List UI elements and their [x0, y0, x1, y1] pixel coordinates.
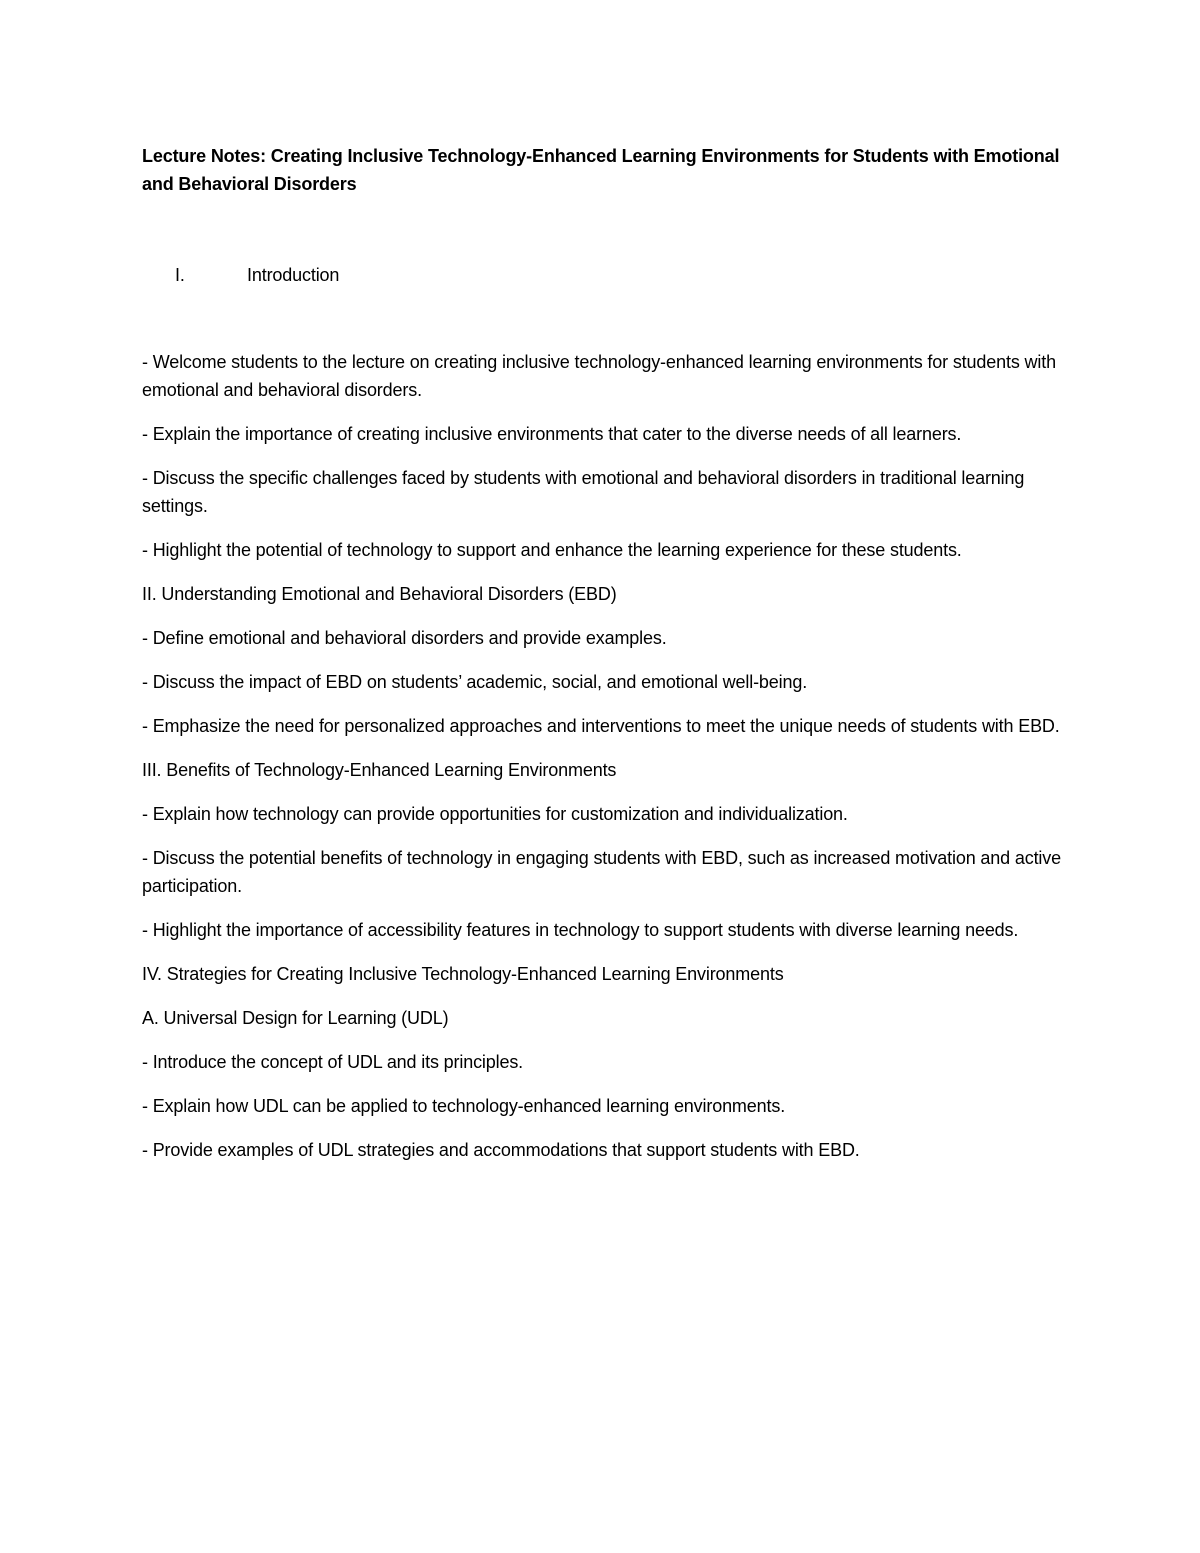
list-item: - Provide examples of UDL strategies and accommodations that support students with EBD.: [142, 1140, 860, 1160]
list-item: - Discuss the potential benefits of technology in engaging students with EBD, such as increased motivation and active participation.: [142, 848, 1061, 896]
subsection-heading-udl: A. Universal Design for Learning (UDL): [142, 1008, 449, 1028]
list-item: - Highlight the potential of technology to support and enhance the learning experience for these students.: [142, 540, 962, 560]
document-content: [142, 142, 1062, 1164]
list-item: - Explain how technology can provide opportunities for customization and individualization.: [142, 804, 848, 824]
section-heading-strategies: IV. Strategies for Creating Inclusive Technology-Enhanced Learning Environments: [142, 964, 784, 984]
list-item: - Define emotional and behavioral disorders and provide examples.: [142, 628, 667, 648]
section-numeral: I.: [175, 265, 185, 285]
list-item: - Highlight the importance of accessibility features in technology to support students with diverse learning needs.: [142, 920, 1019, 940]
list-item: - Discuss the specific challenges faced by students with emotional and behavioral disorders in traditional learning settings.: [142, 468, 1025, 516]
section-title: Introduction: [247, 265, 340, 285]
list-item: - Explain the importance of creating inclusive environments that cater to the diverse needs of all learners.: [142, 424, 962, 444]
section-heading-ebd: II. Understanding Emotional and Behavioral Disorders (EBD): [142, 584, 617, 604]
list-item: - Discuss the impact of EBD on students’ academic, social, and emotional well-being.: [142, 672, 808, 692]
list-item: - Welcome students to the lecture on creating inclusive technology-enhanced learning environments for students with emotional and behavioral disorders.: [142, 352, 1056, 400]
document-title: Lecture Notes: Creating Inclusive Technology-Enhanced Learning Environments for Students with Emotional and Behavioral Disorders: [142, 146, 1060, 194]
section-heading-introduction: [142, 261, 1062, 289]
list-item: - Explain how UDL can be applied to technology-enhanced learning environments.: [142, 1096, 786, 1116]
list-item: - Introduce the concept of UDL and its principles.: [142, 1052, 524, 1072]
list-item: - Emphasize the need for personalized approaches and interventions to meet the unique needs of students with EBD.: [142, 716, 1060, 736]
section-heading-benefits: III. Benefits of Technology-Enhanced Learning Environments: [142, 760, 617, 780]
